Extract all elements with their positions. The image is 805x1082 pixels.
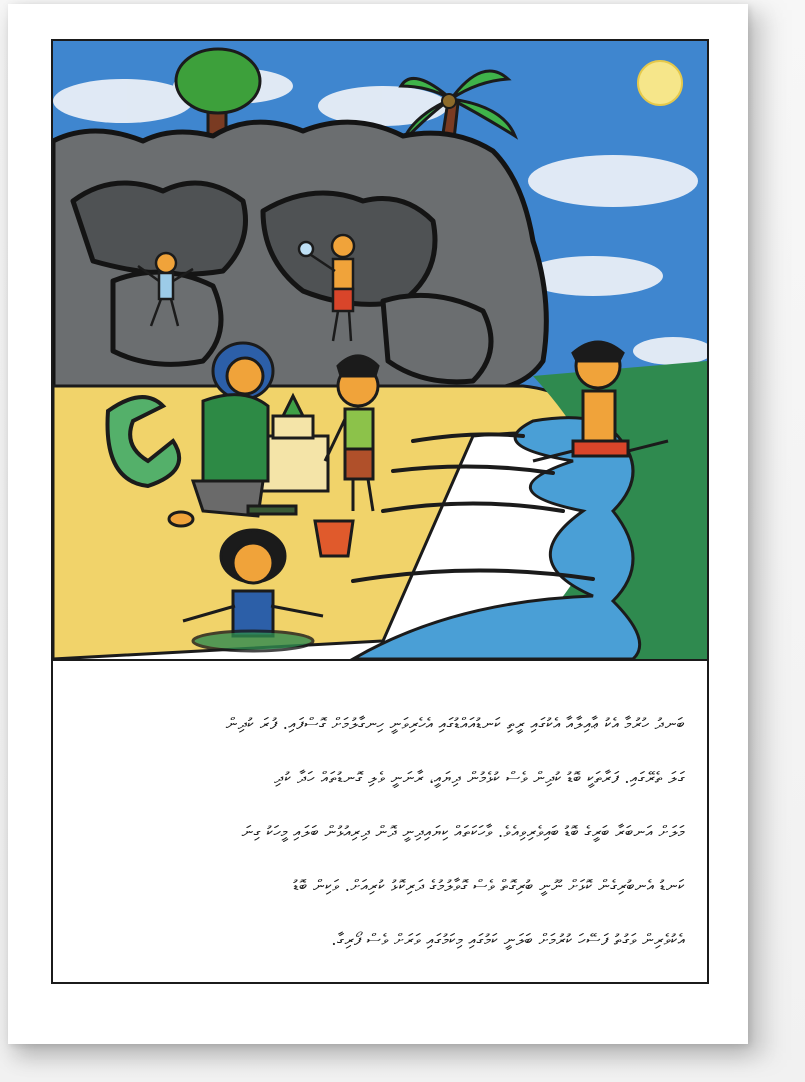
story-line: ގަލަ ތެރޭގައި. ފަރާތަކީ ބޮޑު ކުދިން ވެސް ކުޅެމުން ދިޔައީ، ރާނަނީ ވެލި ގޮނޑުތައް ހަދާ ކުދި [274, 768, 685, 787]
book-page [8, 4, 748, 1044]
beach-illustration [53, 41, 707, 661]
story-line: ބަނދު ހުރުމާ އެކު ޢާއިލާއާ އެކުގައި ރީތި ކަނޑުއައްޑުގައި އެހެރިވަނީ ހިނގާލުމަށް ގޮސްފައި. ފުރަ ކުދިން [225, 714, 685, 733]
sun [638, 61, 682, 105]
rocks [53, 122, 546, 391]
story-line: ކަނޑު އެނބުރިގެން ކޮޅަށް ނޫނީ ބުރިގޮތް ވެސް ގޮވާލުމުގެ ދަރިކޮޅު ކުރިއަށް. ވަކިން ބޮޑު [293, 876, 685, 895]
story-line: މަލަށް އަނބަރާ ބަރީގެ ބޮޑު ބައިވެރިވިއެވެ. ވާހަކަތައް ކިޔައިދިނީ ދޮން ދިރިއުޅުން ބަލައި މީހަކު ގިނަ [241, 822, 685, 841]
page-frame [51, 39, 709, 984]
story-text [53, 661, 707, 982]
story-line: އެކުވެރިން ވަގުތު ފަސޭހަ ކުރުމަށް ބަލަނީ ކަމުގައި މިކަމުގައި ވަރަށް ވެސް ފޯރިގާ. [331, 930, 685, 949]
